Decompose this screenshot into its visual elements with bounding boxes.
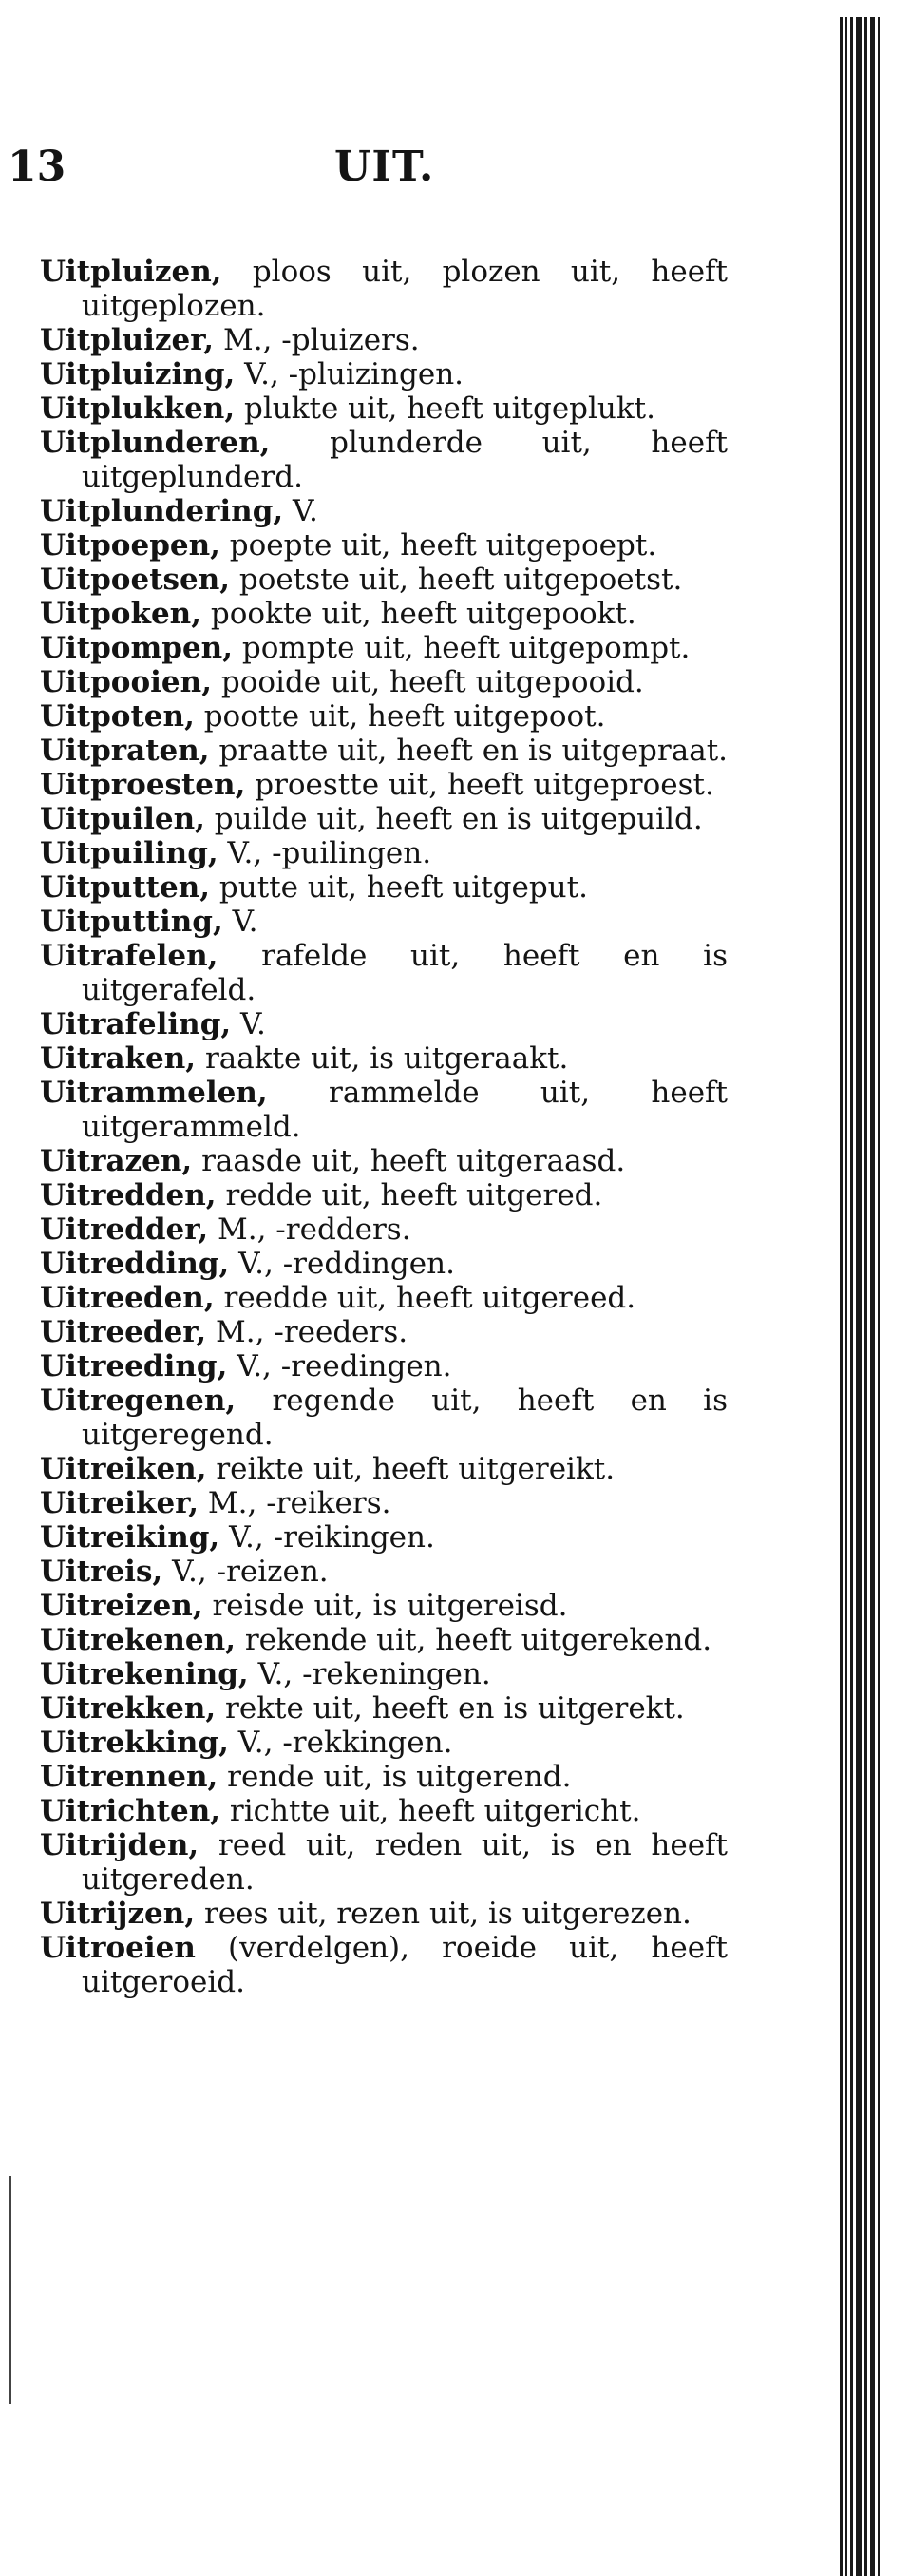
entry-headword: Uitplundering, xyxy=(40,494,284,528)
dictionary-entry xyxy=(40,1931,728,1999)
dictionary-entry xyxy=(40,1041,728,1076)
dictionary-entry xyxy=(40,1589,728,1623)
entry-headword: Uitpooien, xyxy=(40,665,212,699)
dictionary-entry xyxy=(40,1007,728,1041)
entry-definition: raakte uit, is uitgeraakt. xyxy=(196,1041,569,1076)
entry-headword: Uitpluizer, xyxy=(40,323,215,357)
entry-headword: Uitrazen, xyxy=(40,1144,193,1178)
entry-definition: putte uit, heeft uitgeput. xyxy=(210,870,588,905)
entry-headword: Uitpluizen, xyxy=(40,255,222,289)
dictionary-entry xyxy=(40,1076,728,1144)
entry-definition: praatte uit, heeft en is uitgepraat. xyxy=(209,734,729,768)
entry-definition: regende uit, heeft en is uitgeregend. xyxy=(82,1383,728,1452)
entry-headword: Uitreis, xyxy=(40,1555,163,1589)
dictionary-entry xyxy=(40,494,728,528)
dictionary-entry xyxy=(40,426,728,494)
entry-headword: Uitreiker, xyxy=(40,1486,199,1520)
entry-definition: raasde uit, heeft uitgeraasd. xyxy=(192,1144,626,1178)
entry-headword: Uitreeden, xyxy=(40,1281,215,1315)
entry-headword: Uitpraten, xyxy=(40,734,210,768)
entry-definition: V., -pluizingen. xyxy=(235,357,464,391)
entry-definition: V. xyxy=(283,494,318,528)
dictionary-entry xyxy=(40,597,728,631)
dictionary-entry xyxy=(40,1247,728,1281)
dictionary-entry xyxy=(40,1794,728,1828)
entry-headword: Uitrichten, xyxy=(40,1794,221,1828)
entry-definition: V., -reikingen. xyxy=(219,1520,435,1555)
entry-headword: Uitredder, xyxy=(40,1212,209,1247)
entry-definition: V., -rekeningen. xyxy=(248,1657,491,1691)
entry-headword: Uitrekking, xyxy=(40,1726,229,1760)
entry-definition: M., -reikers. xyxy=(199,1486,391,1520)
dictionary-entry xyxy=(40,1555,728,1589)
entry-definition: rekende uit, heeft uitgerekend. xyxy=(235,1623,712,1657)
entry-definition: V. xyxy=(231,1007,266,1041)
entry-definition: pookte uit, heeft uitgepookt. xyxy=(201,597,636,631)
entry-definition: reedde uit, heeft uitgereed. xyxy=(214,1281,636,1315)
entry-headword: Uitredden, xyxy=(40,1178,217,1212)
dictionary-entry xyxy=(40,1212,728,1247)
dictionary-entry xyxy=(40,1315,728,1349)
entry-definition: poepte uit, heeft uitgepoept. xyxy=(219,528,657,563)
entry-headword: Uitreeder, xyxy=(40,1315,207,1349)
entry-definition: (verdelgen), roeide uit, heeft uitgeroeid. xyxy=(82,1931,728,1999)
dictionary-entry xyxy=(40,1897,728,1931)
entry-headword: Uitrekening, xyxy=(40,1657,249,1691)
dictionary-entry xyxy=(40,905,728,939)
dictionary-entry xyxy=(40,631,728,665)
entry-headword: Uitpoken, xyxy=(40,597,202,631)
entry-headword: Uitpuilen, xyxy=(40,802,205,836)
entry-headword: Uitrijden, xyxy=(40,1828,199,1862)
entry-definition: M., -reeders. xyxy=(206,1315,408,1349)
dictionary-entry xyxy=(40,1623,728,1657)
entry-headword: Uitplukken, xyxy=(40,391,236,426)
entry-headword: Uitpoten, xyxy=(40,699,195,734)
entry-definition: rees uit, rezen uit, is uitgerezen. xyxy=(195,1897,692,1931)
dictionary-entry xyxy=(40,870,728,905)
entry-definition: reikte uit, heeft uitgereikt. xyxy=(206,1452,616,1486)
dictionary-entry xyxy=(40,391,728,426)
entry-definition: plukte uit, heeft uitgeplukt. xyxy=(235,391,655,426)
entry-headword: Uitraken, xyxy=(40,1041,197,1076)
entry-definition: proestte uit, heeft uitgeproest. xyxy=(245,768,714,802)
entry-definition: V., -reddingen. xyxy=(229,1247,455,1281)
entry-definition: redde uit, heeft uitgered. xyxy=(216,1178,603,1212)
dictionary-entry xyxy=(40,1691,728,1726)
entry-headword: Uitpoepen, xyxy=(40,528,220,563)
dictionary-entry xyxy=(40,1144,728,1178)
dictionary-entry xyxy=(40,939,728,1007)
entry-headword: Uitrafeling, xyxy=(40,1007,232,1041)
entry-definition: reed uit, reden uit, is en heeft uitgereden. xyxy=(82,1828,728,1897)
entry-headword: Uitroeien xyxy=(40,1931,196,1965)
entry-definition: V., -puilingen. xyxy=(218,836,432,870)
entry-headword: Uitrekken, xyxy=(40,1691,217,1726)
entry-headword: Uitreiking, xyxy=(40,1520,220,1555)
page-number: 13 xyxy=(8,143,66,191)
book-spine-edge xyxy=(840,17,887,2576)
entry-definition: rammelde uit, heeft uitgerammeld. xyxy=(82,1076,728,1144)
dictionary-entry xyxy=(40,1828,728,1897)
entry-definition: V., -rekkingen. xyxy=(228,1726,453,1760)
entry-headword: Uitrekenen, xyxy=(40,1623,236,1657)
dictionary-entry xyxy=(40,1383,728,1452)
entry-headword: Uitpoetsen, xyxy=(40,563,231,597)
entry-headword: Uitpuiling, xyxy=(40,836,218,870)
entry-definition: V., -reizen. xyxy=(162,1555,329,1589)
dictionary-entry xyxy=(40,323,728,357)
entry-definition: V. xyxy=(222,905,258,939)
entry-definition: pompte uit, heeft uitgepompt. xyxy=(233,631,691,665)
entry-definition: reisde uit, is uitgereisd. xyxy=(202,1589,568,1623)
entry-definition: rafelde uit, heeft en is uitgerafeld. xyxy=(82,939,728,1007)
dictionary-entry xyxy=(40,665,728,699)
entry-definition: poetste uit, heeft uitgepoetst. xyxy=(230,563,683,597)
dictionary-entry xyxy=(40,699,728,734)
dictionary-entry xyxy=(40,1452,728,1486)
entry-headword: Uitplunderen, xyxy=(40,426,271,460)
entry-definition: plunderde uit, heeft uitgeplunderd. xyxy=(82,426,728,494)
entry-headword: Uitputten, xyxy=(40,870,211,905)
entry-definition: pooide uit, heeft uitgepooid. xyxy=(212,665,644,699)
dictionary-entry xyxy=(40,1726,728,1760)
entry-definition: M., -redders. xyxy=(208,1212,411,1247)
entry-definition: V., -reedingen. xyxy=(227,1349,452,1383)
dictionary-entry xyxy=(40,1520,728,1555)
entry-definition: pootte uit, heeft uitgepoot. xyxy=(194,699,606,734)
entry-headword: Uitreiken, xyxy=(40,1452,207,1486)
margin-mark xyxy=(9,2176,11,2404)
dictionary-entry xyxy=(40,528,728,563)
entry-definition: rende uit, is uitgerend. xyxy=(218,1760,572,1794)
entry-definition: rekte uit, heeft en is uitgerekt. xyxy=(216,1691,685,1726)
dictionary-entry xyxy=(40,802,728,836)
entry-definition: ploos uit, plozen uit, heeft uitgeplozen. xyxy=(82,255,728,323)
entry-definition: M., -pluizers. xyxy=(214,323,420,357)
page-header-title: UIT. xyxy=(334,143,435,191)
dictionary-entry xyxy=(40,1349,728,1383)
dictionary-entries xyxy=(40,255,728,1999)
entry-headword: Uitrammelen, xyxy=(40,1076,268,1110)
dictionary-entry xyxy=(40,1760,728,1794)
entry-headword: Uitpompen, xyxy=(40,631,234,665)
dictionary-entry xyxy=(40,1486,728,1520)
dictionary-entry xyxy=(40,1178,728,1212)
entry-headword: Uitputting, xyxy=(40,905,223,939)
dictionary-entry xyxy=(40,357,728,391)
dictionary-entry xyxy=(40,1657,728,1691)
entry-headword: Uitproesten, xyxy=(40,768,246,802)
entry-definition: puilde uit, heeft en is uitgepuild. xyxy=(204,802,703,836)
dictionary-entry xyxy=(40,836,728,870)
entry-headword: Uitpluizing, xyxy=(40,357,236,391)
entry-headword: Uitregenen, xyxy=(40,1383,237,1418)
dictionary-entry xyxy=(40,768,728,802)
entry-headword: Uitrijzen, xyxy=(40,1897,196,1931)
dictionary-entry xyxy=(40,255,728,323)
entry-headword: Uitredding, xyxy=(40,1247,230,1281)
entry-headword: Uitrafelen, xyxy=(40,939,218,973)
dictionary-entry xyxy=(40,734,728,768)
dictionary-entry xyxy=(40,1281,728,1315)
entry-definition: richtte uit, heeft uitgericht. xyxy=(220,1794,641,1828)
entry-headword: Uitrennen, xyxy=(40,1760,218,1794)
entry-headword: Uitreizen, xyxy=(40,1589,203,1623)
entry-headword: Uitreeding, xyxy=(40,1349,228,1383)
dictionary-entry xyxy=(40,563,728,597)
